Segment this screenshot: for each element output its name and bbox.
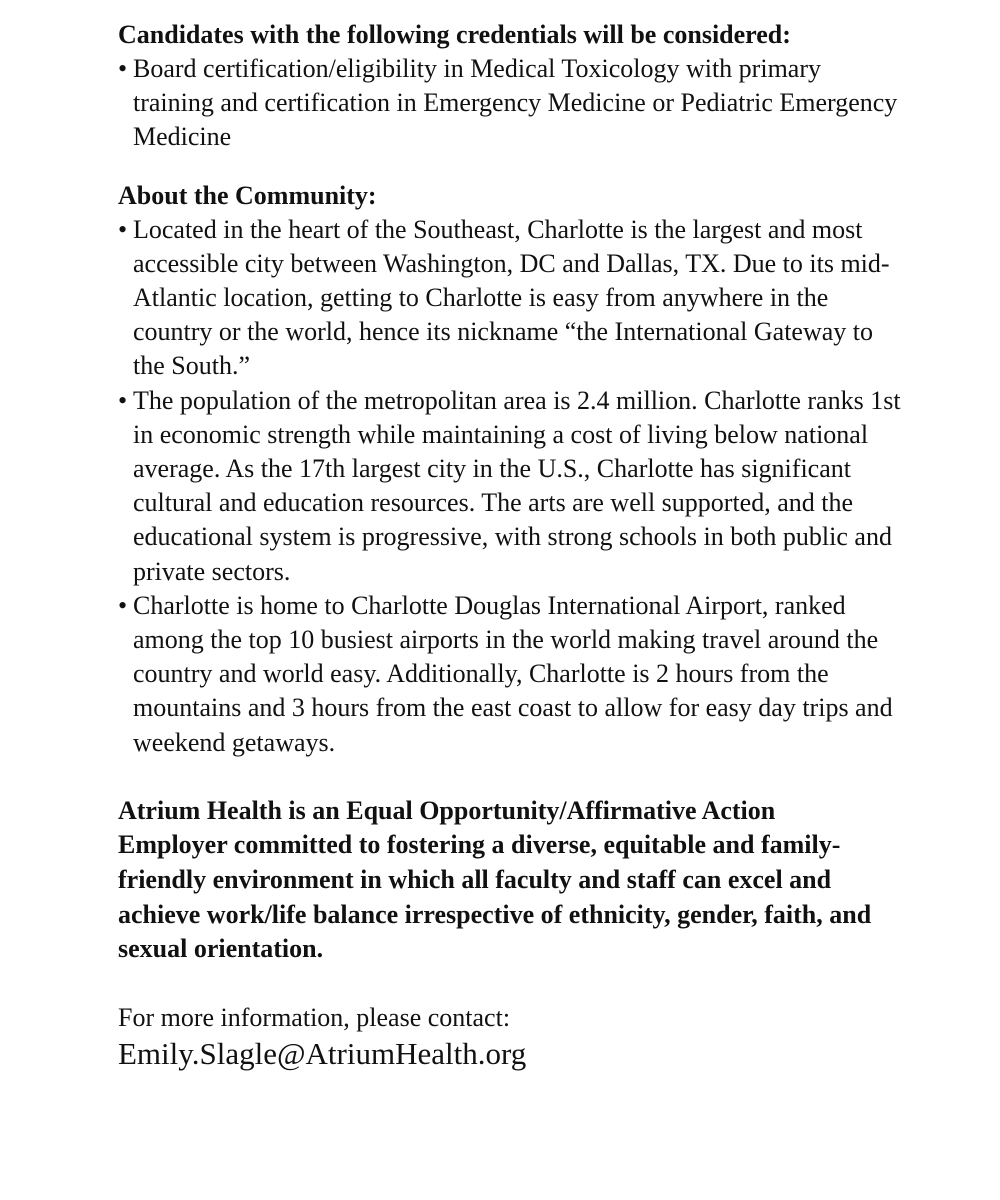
community-heading: About the Community:: [118, 180, 377, 210]
community-item-location: Located in the heart of the Southeast, Charlotte is the largest and most accessible city between Washington, DC and Dallas, TX. Due to its mid-Atlantic location, getting to Charlotte is easy from anywhere in the country or the world, hence its nickname “the International Gateway to the South.”: [133, 214, 890, 381]
contact-email[interactable]: Emily.Slagle@AtriumHealth.org: [118, 1035, 527, 1071]
community-item-airport: Charlotte is home to Charlotte Douglas International Airport, ranked among the top 10 busiest airports in the world making travel around the country and world easy. Additionally, Charlotte is 2 hours from the mountains and 3 hours from the east coast to allow for easy day trips and weekend getaways.: [133, 590, 893, 757]
community-item-population: The population of the metropolitan area is 2.4 million. Charlotte ranks 1st in economic strength while maintaining a cost of living below national average. As the 17th largest city in the U.S., Charlotte has significant cultural and education resources. The arts are well supported, and the educational system is progressive, with strong schools in both public and private sectors.: [133, 385, 901, 586]
list-item: [118, 384, 908, 589]
community-list: [118, 213, 908, 760]
contact-section: [118, 1001, 908, 1073]
credentials-section: [118, 18, 908, 155]
credential-item-text: Board certification/eligibility in Medical Toxicology with primary training and certification in Emergency Medicine or Pediatric Emergency Medicine: [133, 54, 898, 152]
list-item: [118, 589, 908, 760]
credentials-heading: Candidates with the following credentials will be considered:: [118, 20, 791, 49]
bullet-icon: •: [118, 590, 128, 620]
document-page: [118, 18, 908, 1073]
bullet-icon: •: [118, 54, 128, 83]
credentials-list: [118, 52, 908, 155]
bullet-icon: •: [118, 214, 128, 244]
list-item: [118, 213, 908, 384]
bullet-icon: •: [118, 385, 128, 415]
community-section: [118, 179, 908, 760]
contact-label: For more information, please contact:: [118, 1002, 511, 1032]
eeo-statement: Atrium Health is an Equal Opportunity/Affirmative Action Employer committed to fostering a diverse, equitable and family-friendly environment in which all faculty and staff can excel and achieve work/life balance irrespective of ethnicity, gender, faith, and sexual orientation.: [118, 795, 872, 964]
list-item: [118, 52, 908, 155]
